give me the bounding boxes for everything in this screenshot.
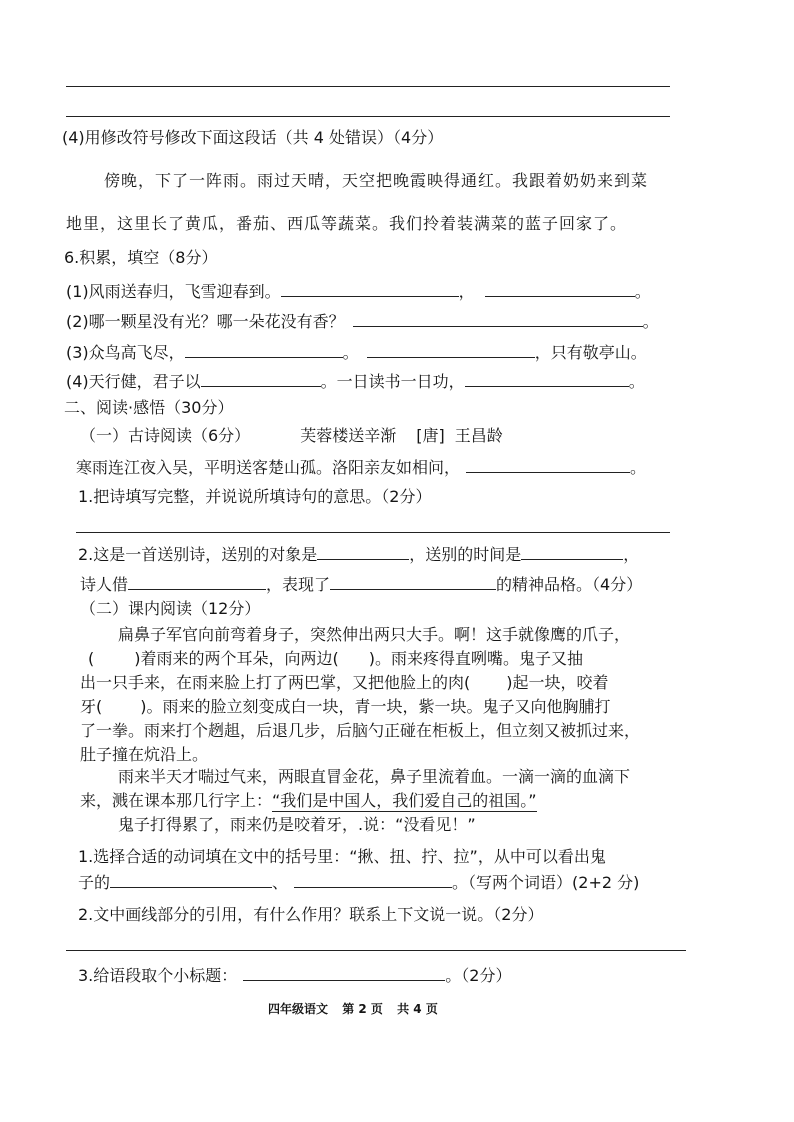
item-text: ， xyxy=(623,545,640,564)
answer-blank[interactable] xyxy=(330,575,496,590)
item-text: 诗人借 xyxy=(80,575,129,594)
fill-item xyxy=(66,371,645,393)
question-text xyxy=(78,544,639,566)
item-text: 来，溅在课本那几行字上： xyxy=(80,791,273,810)
item-text: 出一只手来，在雨来脸上打了两巴掌，又把他脸上的肉( xyxy=(80,673,471,692)
question-title: (4)用修改符号修改下面这段话（共 4 处错误）（4分） xyxy=(62,128,444,147)
answer-blank[interactable] xyxy=(367,343,535,358)
sub-section-title: （一）古诗阅读（6分） xyxy=(80,426,251,445)
sub-section-title: （二）课内阅读（12分） xyxy=(80,599,261,618)
passage-line xyxy=(80,696,611,718)
item-text: ， xyxy=(458,282,475,301)
fill-item xyxy=(66,342,647,364)
answer-blank[interactable] xyxy=(294,873,452,888)
question-text xyxy=(78,872,639,894)
answer-blank[interactable] xyxy=(485,282,635,297)
passage-line: 雨来半天才喘过气来，两眼直冒金花，鼻子里流着血。一滴一滴的血滴下 xyxy=(118,767,631,786)
answer-blank[interactable] xyxy=(466,458,630,473)
item-text: )起一块，咬着 xyxy=(506,673,609,692)
item-text: )。雨来的脸立刻变成白一块，青一块，紫一块。鬼子又向他胸脯打 xyxy=(140,697,611,716)
item-text: )。雨来疼得直咧嘴。鬼子又抽 xyxy=(368,649,583,668)
answer-blank[interactable] xyxy=(201,372,321,387)
item-text: 。一日读书一日功， xyxy=(320,372,465,391)
item-text: (4)天行健，君子以 xyxy=(66,372,201,391)
question-text xyxy=(78,965,511,987)
underlined-quote: “我们是中国人，我们爱自己的祖国。” xyxy=(272,791,537,810)
answer-blank[interactable] xyxy=(243,966,445,981)
passage-line: 了一拳。雨来打个趔趄，后退几步，后脑勺正碰在柜板上，但立刻又被抓过来， xyxy=(80,721,641,740)
item-text: (1)风雨送春归，飞雪迎春到。 xyxy=(66,282,281,301)
item-text: 。（写两个词语）(2+2 分) xyxy=(452,873,640,892)
item-text: 子的 xyxy=(78,873,111,892)
question-text: 1.选择合适的动词填在文中的括号里：“揪、扭、拧、拉”，从中可以看出鬼 xyxy=(78,847,606,866)
answer-line xyxy=(66,86,670,87)
answer-blank[interactable] xyxy=(465,372,629,387)
item-text: ，表现了 xyxy=(266,575,331,594)
fill-item xyxy=(66,311,659,333)
answer-blank[interactable] xyxy=(317,545,409,560)
poem-header xyxy=(80,425,503,447)
answer-blank[interactable] xyxy=(521,545,623,560)
item-text: 的精神品格。（4分） xyxy=(496,575,643,594)
item-text: 。（2分） xyxy=(445,966,512,985)
passage-line: 肚子撞在炕沿上。 xyxy=(80,745,209,764)
footer-total: 共 4 页 xyxy=(397,1002,438,1016)
footer-page: 第 2 页 xyxy=(342,1002,383,1016)
item-text: 。 xyxy=(630,458,647,477)
poem-dynasty: [唐] xyxy=(416,426,445,445)
item-text: ( xyxy=(88,649,95,668)
footer-grade: 四年级语文 xyxy=(268,1002,329,1016)
passage-line: 扁鼻子军官向前弯着身子，突然伸出两只大手。啊！这手就像鹰的爪子， xyxy=(118,625,631,644)
item-text: 。 xyxy=(642,312,659,331)
question-text: 1.把诗填写完整，并说说所填诗句的意思。（2分） xyxy=(78,487,432,506)
question-title: 6.积累，填空（8分） xyxy=(64,248,218,267)
answer-line xyxy=(76,532,670,533)
item-text: 2.这是一首送别诗，送别的对象是 xyxy=(78,545,318,564)
item-text: )着雨来的两个耳朵，向两边( xyxy=(134,649,339,668)
passage-line xyxy=(88,648,583,670)
item-text: 。 xyxy=(628,372,645,391)
answer-blank[interactable] xyxy=(185,343,343,358)
answer-line xyxy=(66,116,670,117)
item-text: ，只有敬亭山。 xyxy=(534,343,647,362)
item-text: (3)众鸟高飞尽， xyxy=(66,343,185,362)
answer-blank[interactable] xyxy=(353,312,643,327)
question-text xyxy=(80,574,642,596)
paragraph-line: 地里，这里长了黄瓜，番茄、西瓜等蔬菜。我们拎着装满菜的蓝子回家了。 xyxy=(66,214,628,233)
answer-blank[interactable] xyxy=(128,575,266,590)
item-text: 3.给语段取个小标题： xyxy=(78,966,238,985)
item-text: (2)哪一颗星没有光？哪一朵花没有香？ xyxy=(66,312,345,331)
item-text: 。 xyxy=(342,343,359,362)
poem-text: 寒雨连江夜入吴，平明送客楚山孤。洛阳亲友如相问， xyxy=(76,458,461,477)
item-text: ，送别的时间是 xyxy=(409,545,522,564)
answer-line xyxy=(66,950,686,951)
passage-line xyxy=(80,790,537,812)
section-title: 二、阅读·感悟（30分） xyxy=(64,398,234,417)
answer-blank[interactable] xyxy=(110,873,272,888)
item-text: 牙( xyxy=(80,697,103,716)
passage-line xyxy=(80,672,609,694)
poem-title: 芙蓉楼送辛渐 xyxy=(300,426,397,445)
item-text: 。 xyxy=(634,282,651,301)
paragraph-line: 傍晚，下了一阵雨。雨过天晴，天空把晚霞映得通红。我跟着奶奶来到菜 xyxy=(104,171,649,190)
question-text: 2.文中画线部分的引用，有什么作用？联系上下文说一说。（2分） xyxy=(78,905,544,924)
passage-line: 鬼子打得累了，雨来仍是咬着牙，.说：“没看见！” xyxy=(118,815,476,834)
page-footer xyxy=(268,1000,448,1017)
answer-blank[interactable] xyxy=(281,282,459,297)
item-text: 、 xyxy=(272,873,289,892)
poem-line xyxy=(76,457,646,479)
poem-author: 王昌龄 xyxy=(454,426,503,445)
fill-item xyxy=(66,281,651,303)
